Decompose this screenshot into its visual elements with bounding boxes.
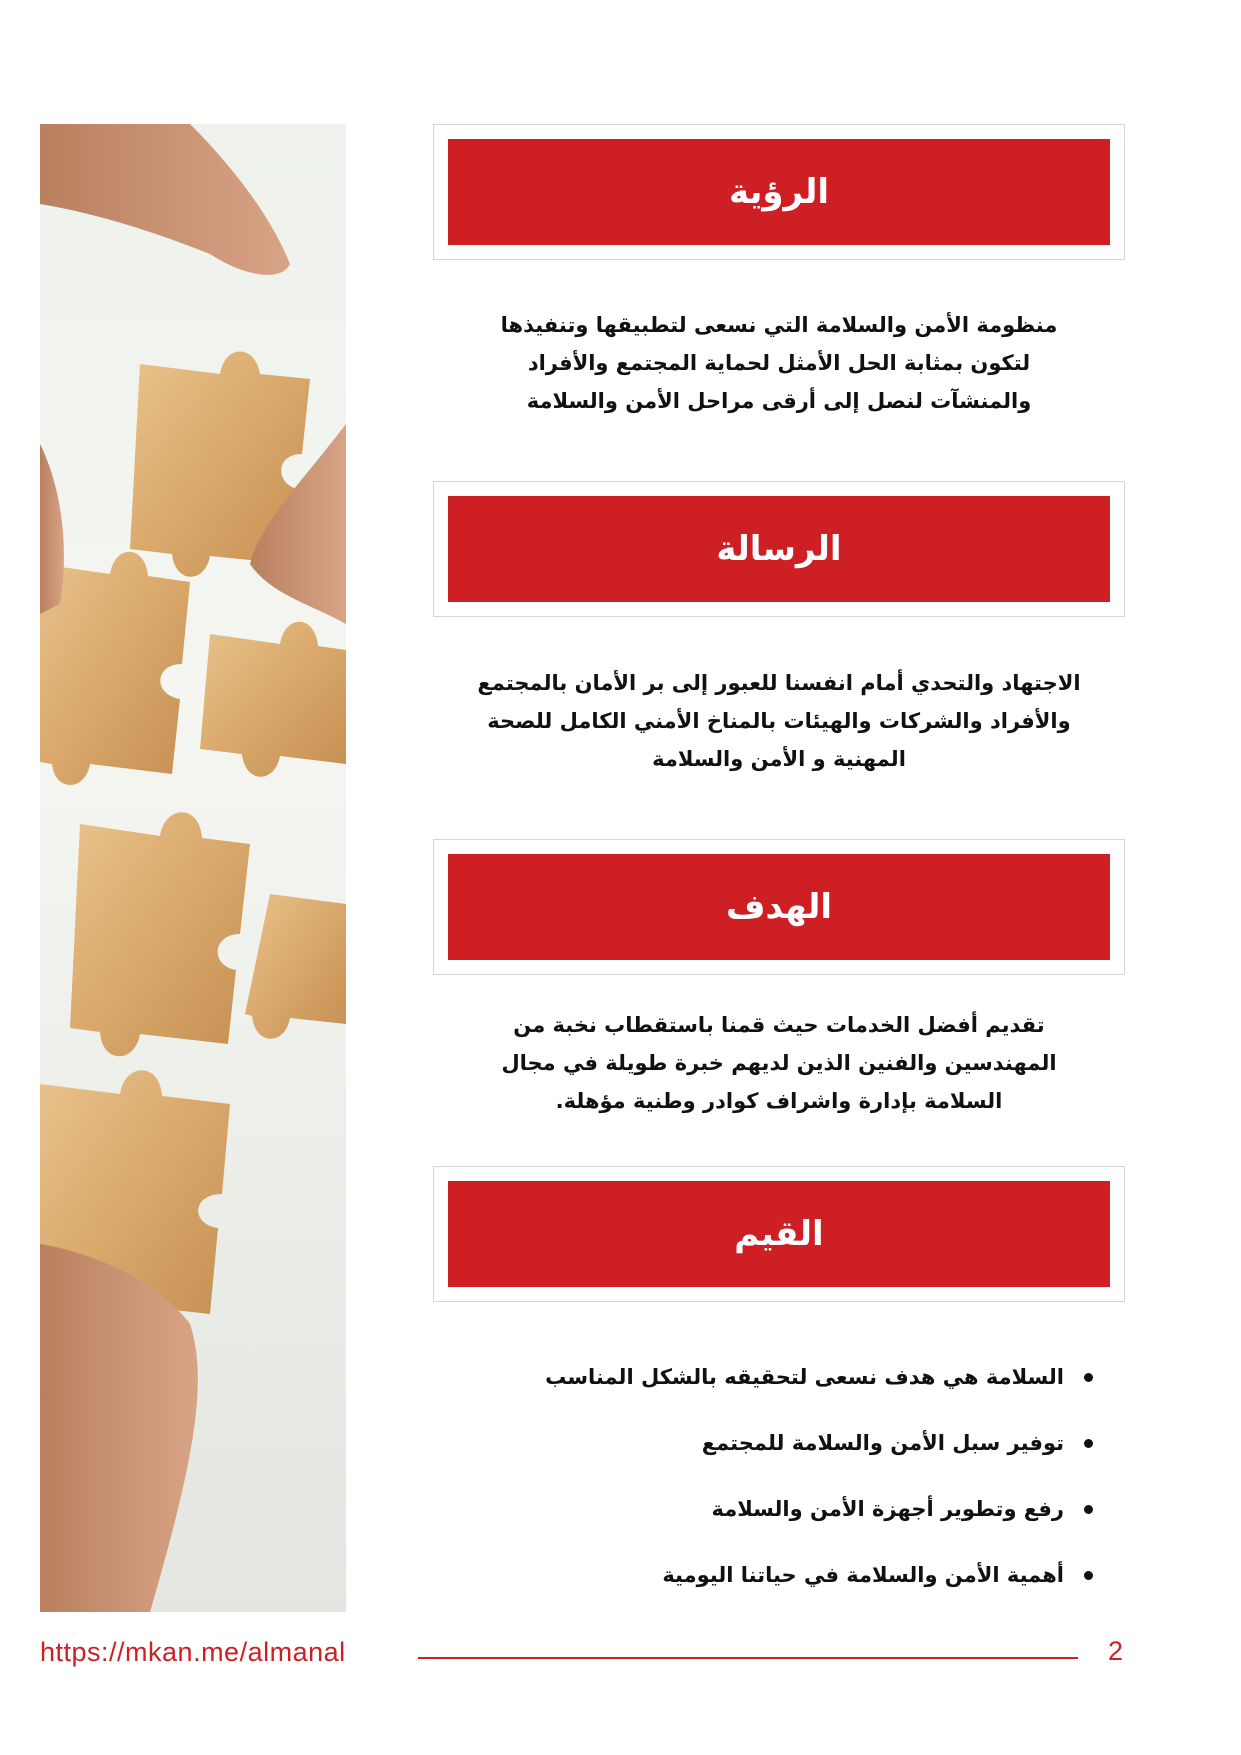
bullet-icon: [1084, 1571, 1093, 1580]
page-number: 2: [1108, 1636, 1124, 1666]
vision-line: لتكون بمثابة الحل الأمثل لحماية المجتمع والأفراد: [527, 351, 1031, 375]
mission-line: المهنية و الأمن والسلامة: [652, 747, 906, 771]
vision-paragraph: [433, 306, 1125, 420]
value-text: أهمية الأمن والسلامة في حياتنا اليومية: [662, 1563, 1064, 1587]
bullet-icon: [1084, 1373, 1093, 1382]
goal-heading: الهدف: [725, 887, 832, 927]
value-text: رفع وتطوير أجهزة الأمن والسلامة: [711, 1497, 1064, 1521]
mission-heading-bar: [448, 496, 1110, 602]
mission-heading-box: [433, 481, 1125, 617]
bullet-icon: [1084, 1439, 1093, 1448]
vision-heading: الرؤية: [728, 172, 830, 212]
goal-heading-box: [433, 839, 1125, 975]
goal-paragraph: [433, 1006, 1125, 1120]
values-heading: القيم: [734, 1214, 824, 1254]
puzzle-hands-photo: [40, 124, 346, 1612]
values-heading-bar: [448, 1181, 1110, 1287]
list-item: [433, 1344, 1093, 1410]
bullet-icon: [1084, 1505, 1093, 1514]
values-list: [433, 1344, 1093, 1608]
goal-line: المهندسين والفنين الذين لديهم خبرة طويلة في مجال: [501, 1051, 1057, 1075]
goal-heading-bar: [448, 854, 1110, 960]
goal-line: تقديم أفضل الخدمات حيث قمنا باستقطاب نخبة من: [513, 1013, 1045, 1037]
mission-line: الاجتهاد والتحدي أمام انفسنا للعبور إلى بر الأمان بالمجتمع: [477, 671, 1081, 695]
values-heading-box: [433, 1166, 1125, 1302]
list-item: [433, 1410, 1093, 1476]
vision-line: والمنشآت لنصل إلى أرقى مراحل الأمن والسلامة: [526, 389, 1032, 413]
vision-heading-bar: [448, 139, 1110, 245]
mission-paragraph: [433, 664, 1125, 778]
vision-line: منظومة الأمن والسلامة التي نسعى لتطبيقها وتنفيذها: [500, 313, 1058, 337]
vision-heading-box: [433, 124, 1125, 260]
list-item: [433, 1542, 1093, 1608]
value-text: توفير سبل الأمن والسلامة للمجتمع: [701, 1431, 1064, 1455]
footer-divider: [418, 1657, 1078, 1659]
mission-heading: الرسالة: [716, 529, 842, 569]
footer-url-link[interactable]: https://mkan.me/almanal: [40, 1637, 346, 1667]
list-item: [433, 1476, 1093, 1542]
value-text: السلامة هي هدف نسعى لتحقيقه بالشكل المناسب: [545, 1365, 1064, 1389]
mission-line: والأفراد والشركات والهيئات بالمناخ الأمني الكامل للصحة: [487, 709, 1071, 733]
goal-line: السلامة بإدارة واشراف كوادر وطنية مؤهلة.: [555, 1089, 1003, 1113]
